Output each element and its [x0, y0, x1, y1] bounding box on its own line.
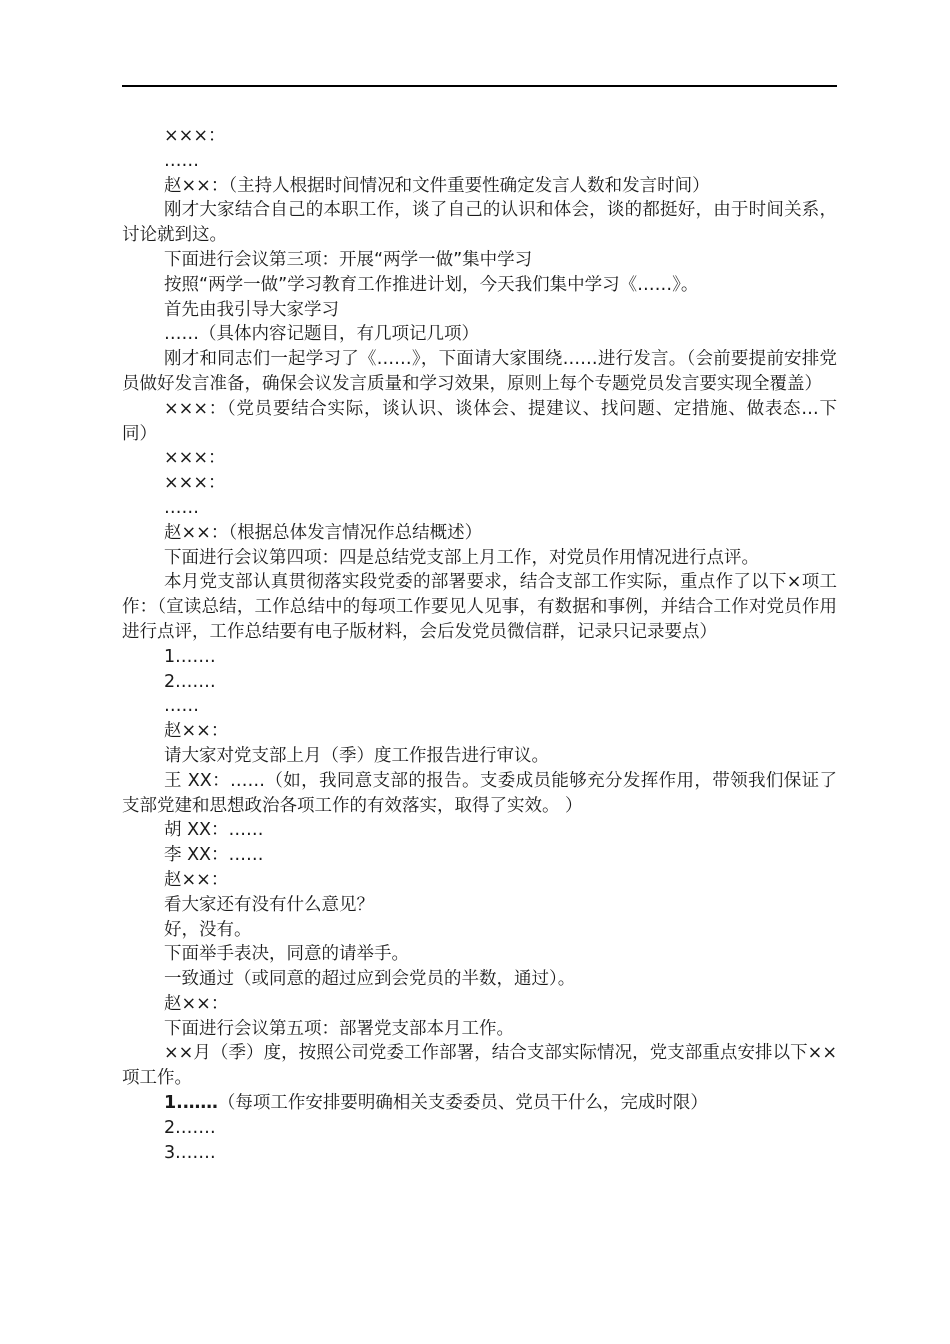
paragraph: 下面进行会议第五项：部署党支部本月工作。	[164, 1018, 514, 1039]
paragraph: ……	[164, 696, 199, 717]
task-item-1-note: （每项工作安排要明确相关支委委员、党员干什么，完成时限）	[217, 1093, 708, 1114]
paragraph: 刚才和同志们一起学习了《……》，下面请大家围绕……进行发言。（会前要提前安排党员做好发言准备，确保会议发言质量和学习效果，原则上每个专题党员发言要实现全覆盖）	[122, 349, 837, 394]
paragraph: 赵××：	[164, 869, 229, 890]
paragraph: 李 XX：……	[164, 845, 264, 866]
task-item-1	[122, 1091, 837, 1116]
paragraph: 王 XX：……（如，我同意支部的报告。支委成员能够充分发挥作用，带领我们保证了支部党建和思想政治各项工作的有效落实，取得了实效。 ）	[122, 770, 837, 816]
paragraph: ×××：	[164, 126, 226, 146]
paragraph: 赵××：（根据总体发言情况作总结概述）	[164, 522, 483, 543]
paragraph: 看大家还有没有什么意见？	[164, 894, 374, 915]
paragraph: 赵××：（主持人根据时间情况和文件重要性确定发言人数和发言时间）	[164, 175, 710, 196]
task-item-2: 2.……	[164, 1117, 216, 1138]
paragraph: 赵××：	[164, 721, 229, 742]
paragraph: 1.……	[164, 646, 216, 667]
task-item-3: 3.……	[164, 1142, 216, 1163]
paragraph: ×××：	[164, 448, 226, 469]
paragraph: 下面进行会议第四项：四是总结党支部上月工作，对党员作用情况进行点评。	[164, 547, 759, 568]
header-rule	[122, 85, 837, 87]
task-item-1-label: 1.……	[164, 1093, 218, 1114]
paragraph: 下面举手表决，同意的请举手。	[164, 944, 409, 965]
paragraph: 胡 XX：……	[164, 820, 264, 841]
paragraph: 好，没有。	[164, 919, 252, 940]
paragraph: 本月党支部认真贯彻落实段党委的部署要求，结合支部工作实际，重点作了以下×项工作：（宣读总结，工作总结中的每项工作要见人见事，有数据和事例，并结合工作对党员作用进行点评，工作总结要有电子版材料，会后发党员微信群，记录只记录要点）	[122, 572, 837, 642]
paragraph: 请大家对党支部上月（季）度工作报告进行审议。	[164, 745, 549, 766]
paragraph: ……	[164, 150, 199, 171]
paragraph: ……	[164, 497, 199, 518]
paragraph: 一致通过（或同意的超过应到会党员的半数，通过）。	[164, 969, 576, 990]
paragraph: ……（具体内容记题目，有几项记几项）	[164, 324, 479, 345]
paragraph: 首先由我引导大家学习	[164, 299, 339, 320]
paragraph: ×××：	[164, 473, 226, 494]
paragraph: ×××：（党员要结合实际，谈认识、谈体会、提建议、找问题、定措施、做表态…下同）	[122, 398, 837, 444]
paragraph: ××月（季）度，按照公司党委工作部署，结合支部实际情况，党支部重点安排以下××项工作。	[122, 1043, 837, 1089]
document-body	[122, 124, 837, 1165]
paragraph: 赵××：	[164, 993, 229, 1014]
paragraph: 按照“两学一做”学习教育工作推进计划，今天我们集中学习《……》。	[164, 274, 699, 295]
paragraph: 下面进行会议第三项：开展“两学一做”集中学习	[164, 249, 533, 270]
paragraph: 刚才大家结合自己的本职工作，谈了自己的认识和体会，谈的都挺好，由于时间关系，讨论就到这。	[122, 200, 837, 246]
paragraph: 2.……	[164, 671, 216, 692]
